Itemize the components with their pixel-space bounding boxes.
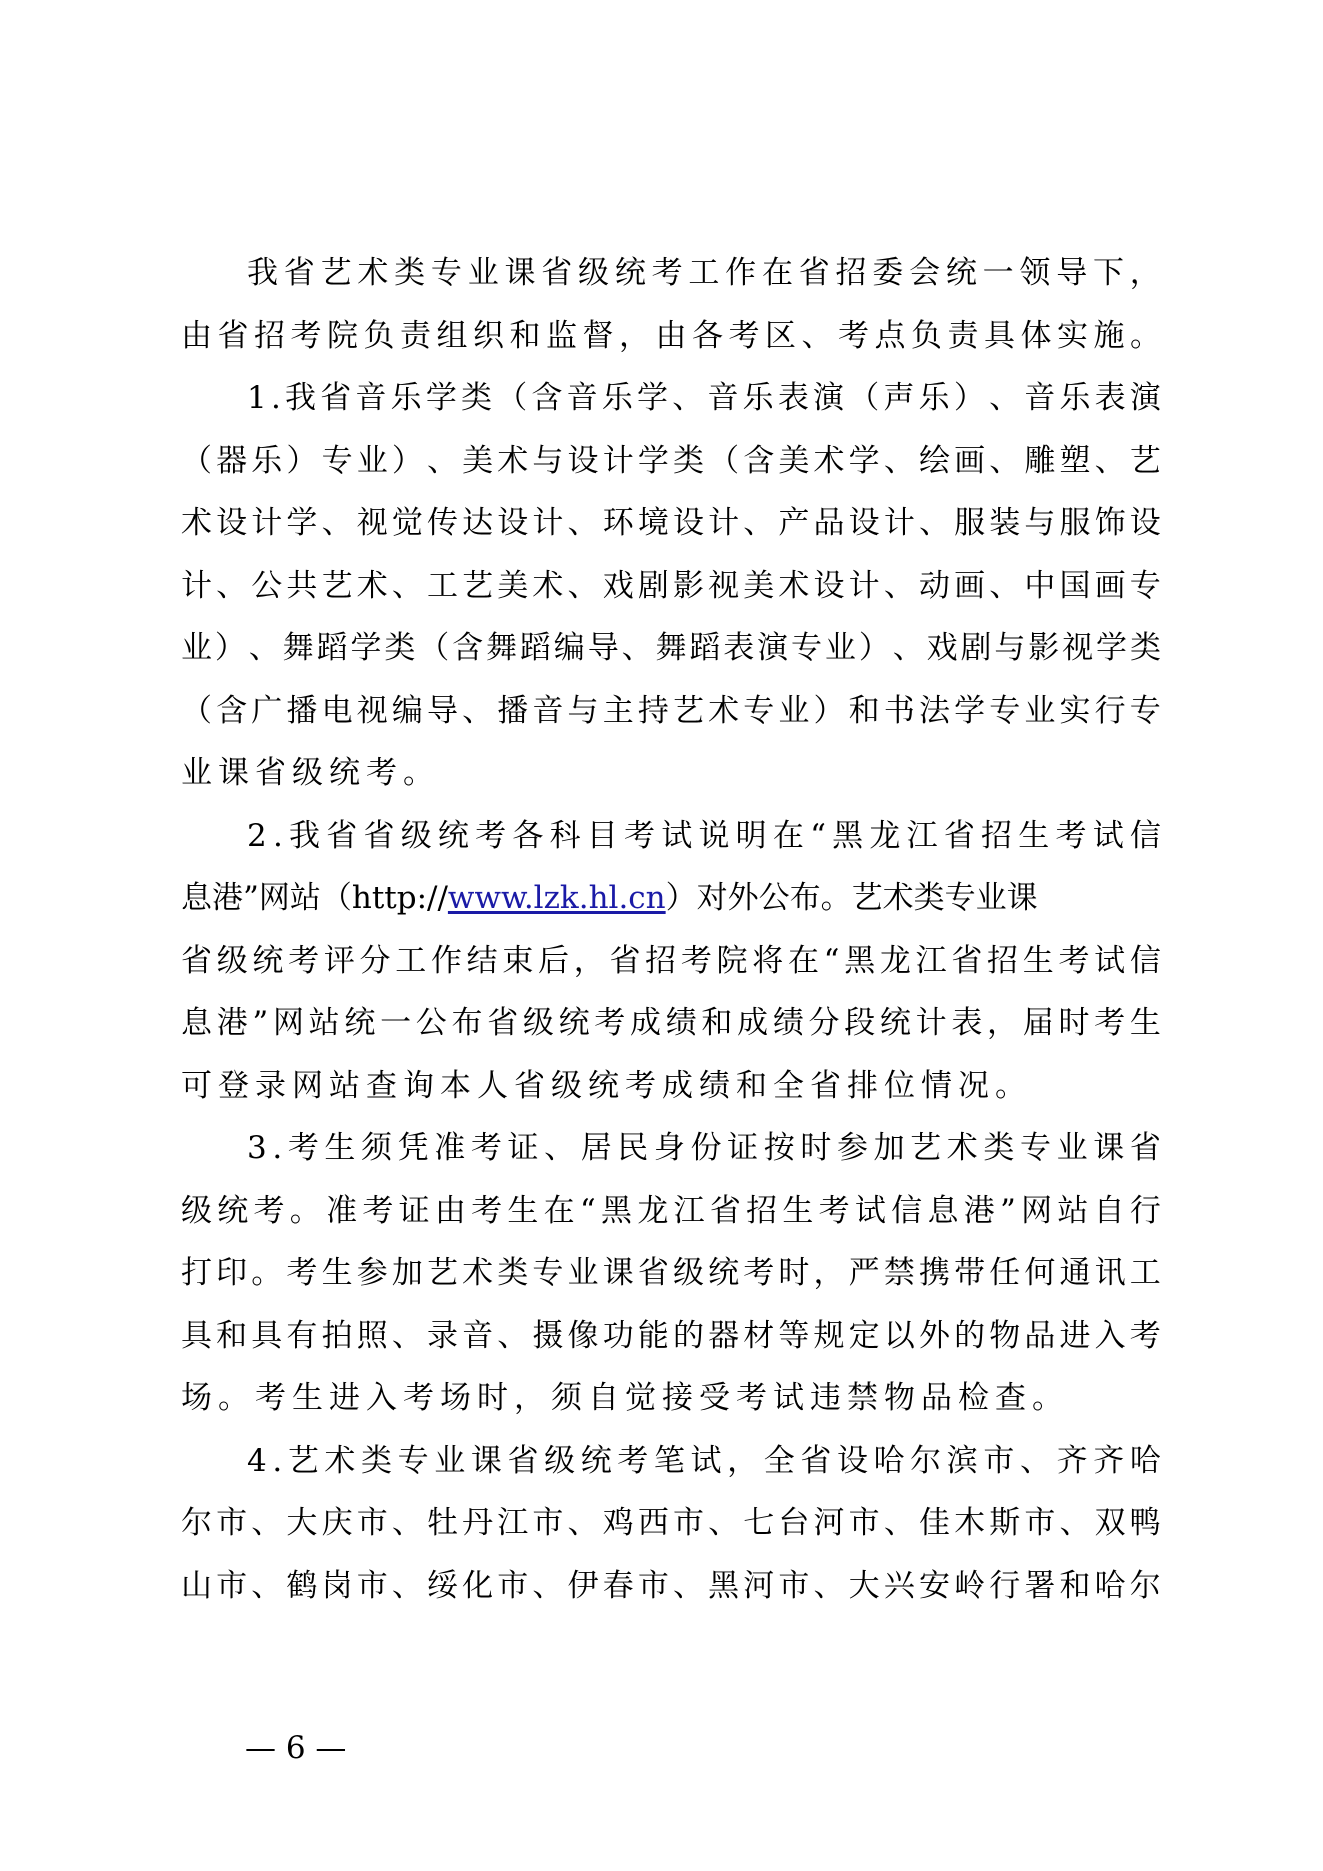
body-text <box>181 242 1161 1617</box>
text-line: 省 级 统 考 评 分 工 作 结 束 后 ， 省 招 考 院 将 在 “ 黑 龙 江 省 招 生 考 试 信 <box>181 942 1161 979</box>
text-line: 场。考生进入考场时，须自觉接受考试违禁物品检查。 <box>181 1380 1069 1416</box>
text-line: 我 省 艺 术 类 专 业 课 省 级 统 考 工 作 在 省 招 委 会 统 一 领 导 下 ， <box>247 255 1161 291</box>
text-line-with-link <box>181 867 1161 930</box>
text-line: 打 印 。 考 生 参 加 艺 术 类 专 业 课 省 级 统 考 时 ， 严 禁 携 带 任 何 通 讯 工 <box>181 1255 1161 1291</box>
text-line: 计 、 公 共 艺 术 、 工 艺 美 术 、 戏 剧 影 视 美 术 设 计 、 动 画 、 中 国 画 专 <box>181 567 1161 604</box>
text-line: （ 含 广 播 电 视 编 导 、 播 音 与 主 持 艺 术 专 业 ） 和 书 法 学 专 业 实 行 专 <box>181 692 1161 729</box>
text-line: 业课省级统考。 <box>181 755 440 791</box>
text-segment-before-link: 息港”网站（http:// <box>181 880 448 916</box>
text-line: 4 . 艺 术 类 专 业 课 省 级 统 考 笔 试 ， 全 省 设 哈 尔 滨 市 、 齐 齐 哈 <box>247 1442 1161 1479</box>
text-line: 具 和 具 有 拍 照 、 录 音 、 摄 像 功 能 的 器 材 等 规 定 以 外 的 物 品 进 入 考 <box>181 1317 1161 1354</box>
text-segment-after-link: ）对外公布。艺术类专业课 <box>665 880 1038 916</box>
text-segment <box>181 867 1038 930</box>
text-line: 业 ） 、 舞 蹈 学 类 （ 含 舞 蹈 编 导 、 舞 蹈 表 演 专 业 ） 、 戏 剧 与 影 视 学 类 <box>181 630 1161 666</box>
text-line: 山 市 、 鹤 岗 市 、 绥 化 市 、 伊 春 市 、 黑 河 市 、 大 兴 安 岭 行 署 和 哈 尔 <box>181 1567 1161 1604</box>
text-line: 尔 市 、 大 庆 市 、 牡 丹 江 市 、 鸡 西 市 、 七 台 河 市 、 佳 木 斯 市 、 双 鸭 <box>181 1505 1161 1541</box>
text-line: （ 器 乐 ） 专 业 ） 、 美 术 与 设 计 学 类 （ 含 美 术 学 、 绘 画 、 雕 塑 、 艺 <box>181 442 1161 479</box>
text-line: 可登录网站查询本人省级统考成绩和全省排位情况。 <box>181 1067 1032 1104</box>
page-number: — 6 — <box>245 1730 347 1766</box>
text-line: 术 设 计 学 、 视 觉 传 达 设 计 、 环 境 设 计 、 产 品 设 计 、 服 装 与 服 饰 设 <box>181 505 1161 541</box>
text-line: 级 统 考 。 准 考 证 由 考 生 在 “ 黑 龙 江 省 招 生 考 试 信 息 港 ” 网 站 自 行 <box>181 1192 1161 1229</box>
text-line: 1 . 我 省 音 乐 学 类 （ 含 音 乐 学 、 音 乐 表 演 （ 声 乐 ） 、 音 乐 表 演 <box>247 380 1161 416</box>
text-line: 息 港 ” 网 站 统 一 公 布 省 级 统 考 成 绩 和 成 绩 分 段 统 计 表 ， 届 时 考 生 <box>181 1005 1161 1041</box>
text-line: 由 省 招 考 院 负 责 组 织 和 监 督 ， 由 各 考 区 、 考 点 负 责 具 体 实 施 。 <box>181 317 1161 354</box>
text-line: 3 . 考 生 须 凭 准 考 证 、 居 民 身 份 证 按 时 参 加 艺 术 类 专 业 课 省 <box>247 1130 1161 1166</box>
text-line: 2 . 我 省 省 级 统 考 各 科 目 考 试 说 明 在 “ 黑 龙 江 省 招 生 考 试 信 <box>247 817 1161 854</box>
website-link[interactable]: www.lzk.hl.cn <box>447 880 666 916</box>
